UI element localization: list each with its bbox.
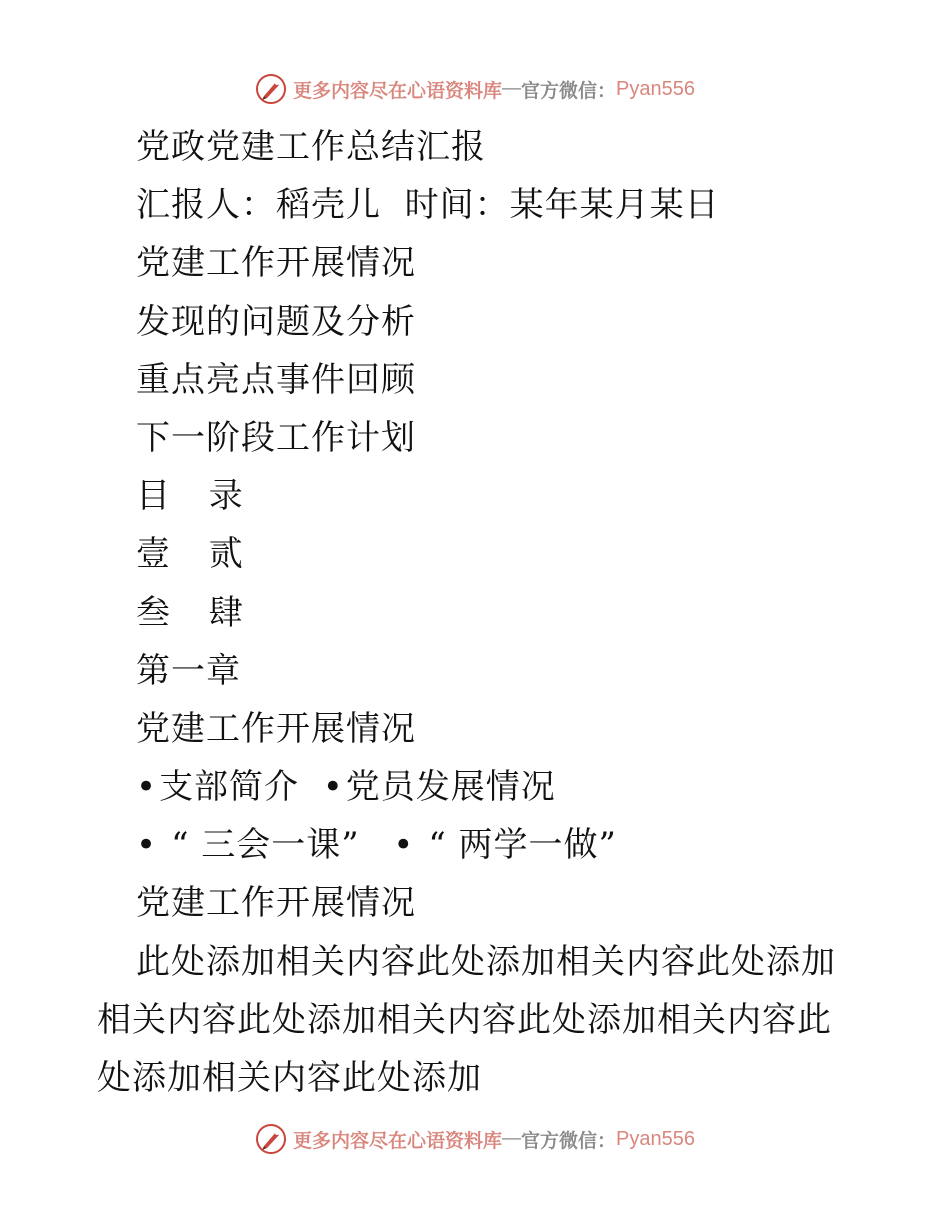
document-body <box>0 118 950 1107</box>
bullet-dot: • <box>322 767 344 808</box>
outline-item: 发现的问题及分析 <box>136 301 416 342</box>
list-item <box>323 758 556 816</box>
banner-dash: — <box>502 78 522 99</box>
list-item <box>136 758 311 816</box>
pen-nib-logo-icon <box>255 73 287 105</box>
list-item-text: 党员发展情况 <box>345 767 556 808</box>
bullet-row <box>0 758 950 816</box>
list-item-text: “ 三会一课” <box>171 825 372 866</box>
header-banner <box>0 72 950 106</box>
outline-item: 重点亮点事件回顾 <box>136 359 416 400</box>
body-paragraph: 此处添加相关内容此处添加相关内容此处添加相关内容此处添加相关内容此处添加相关内容此处添加相关内容此处添加 <box>97 941 836 1099</box>
banner-dash: — <box>502 1128 522 1149</box>
outline-item: 党建工作开展情况 <box>136 243 416 284</box>
chapter-title: 党建工作开展情况 <box>136 708 416 749</box>
list-item <box>393 816 617 874</box>
bullet-dot: • <box>136 825 158 866</box>
bullet-row <box>0 816 950 874</box>
banner-site-name: 更多内容尽在心语资料库 <box>293 79 503 102</box>
document-title: 党政党建工作总结汇报 <box>136 127 486 167</box>
banner-wechat-label: 官方微信： <box>521 1129 617 1152</box>
bullet-dot: • <box>393 825 415 866</box>
banner-site-name: 更多内容尽在心语资料库 <box>293 1129 503 1152</box>
list-item-text: “ 两学一做” <box>428 825 617 866</box>
pen-nib-logo-icon <box>255 1123 287 1155</box>
footer-banner <box>0 1122 950 1156</box>
list-item-text: 支部简介 <box>159 767 311 808</box>
chapter-label: 第一章 <box>136 650 241 691</box>
section-heading: 党建工作开展情况 <box>136 883 416 924</box>
list-item <box>136 816 371 874</box>
banner-wechat-id: Pyan556 <box>616 1127 695 1150</box>
banner-wechat-label: 官方微信： <box>521 79 617 102</box>
chapter-numerals: 叁 肆 <box>136 592 257 633</box>
banner-wechat-id: Pyan556 <box>616 77 695 100</box>
reporter-line: 汇报人：稻壳儿 时间：某年某月某日 <box>136 185 720 226</box>
toc-label: 目 录 <box>136 476 257 517</box>
outline-item: 下一阶段工作计划 <box>136 417 416 458</box>
chapter-numerals: 壹 贰 <box>136 534 257 575</box>
bullet-dot: • <box>136 767 158 808</box>
